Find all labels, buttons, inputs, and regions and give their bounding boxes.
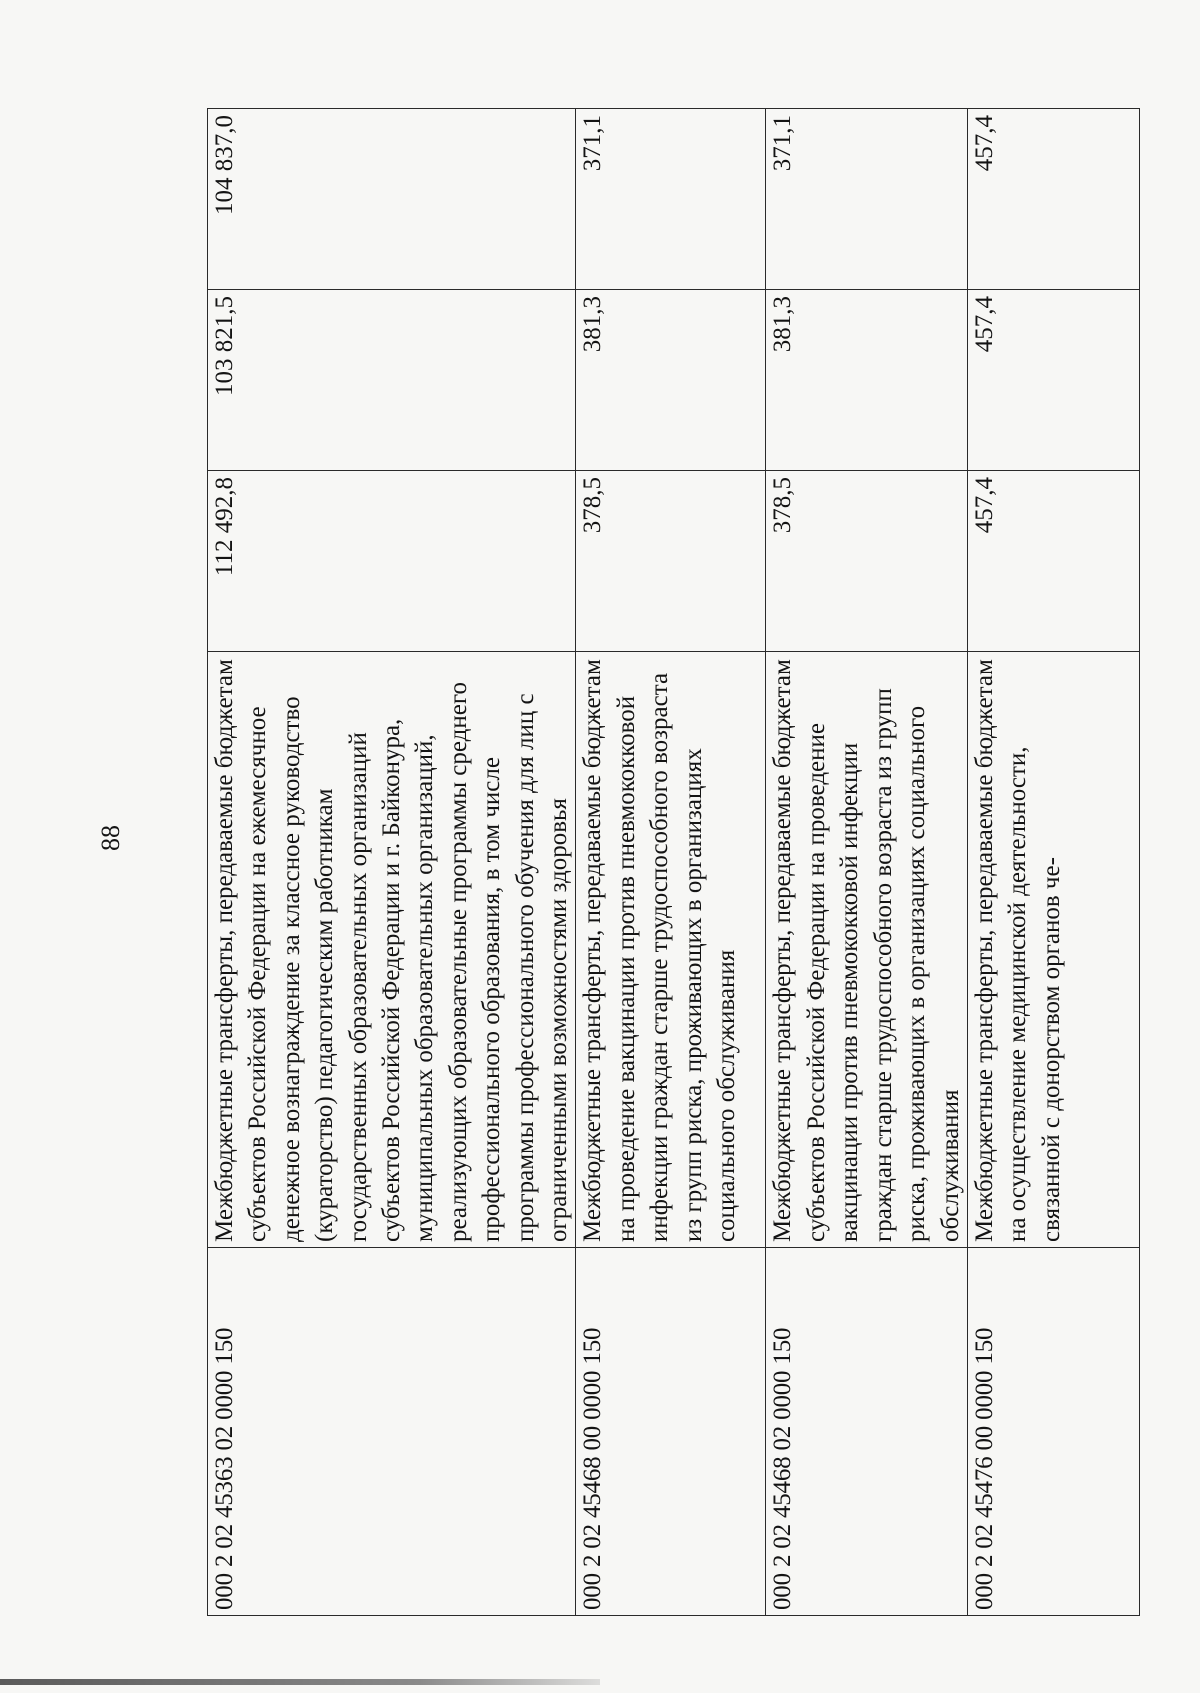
row-value-1: 378,5 [766, 471, 967, 652]
row-name: Межбюджетные трансферты, передаваемые бюджетам на проведение вакцинации против пневмококковой инфекции граждан старше трудоспособного возраста из групп риска, проживающих в организациях социального обслуживания [576, 652, 766, 1248]
row-value-3: 371,1 [766, 109, 967, 290]
row-value-2: 381,3 [766, 290, 967, 471]
table-row [766, 109, 967, 1616]
row-name: Межбюджетные трансферты, передаваемые бюджетам субъектов Российской Федерации на ежемесячное денежное вознаграждение за классное руководство (кураторство) педагогическим работникам государственных образовательных организаций субъектов Российской Федерации и г. Байконура, муниципальных образовательных организаций, реализующих образовательные программы среднего профессионального образования, в том числе программы профессионального обучения для лиц с ограниченными возможностями здоровья [208, 652, 576, 1248]
row-value-2: 103 821,5 [208, 290, 576, 471]
row-name: Межбюджетные трансферты, передаваемые бюджетам на осуществление медицинской деятельности, связанной с донорством органов че- [967, 652, 1139, 1248]
row-code: 000 2 02 45363 02 0000 150 [208, 1248, 576, 1616]
row-value-2: 457,4 [967, 290, 1139, 471]
budget-table-rotated [207, 109, 1119, 1616]
row-value-3: 457,4 [967, 109, 1139, 290]
page-number: 88 [96, 825, 125, 851]
table-row [967, 109, 1139, 1616]
row-value-1: 112 492,8 [208, 471, 576, 652]
budget-table [207, 108, 1140, 1616]
row-code: 000 2 02 45468 00 0000 150 [576, 1248, 766, 1616]
row-value-3: 104 837,0 [208, 109, 576, 290]
row-name: Межбюджетные трансферты, передаваемые бюджетам субъектов Российской Федерации на проведение вакцинации против пневмококковой инфекции граждан старше трудоспособного возраста из групп риска, проживающих в организациях социального обслуживания [766, 652, 967, 1248]
table-row [576, 109, 766, 1616]
row-value-2: 381,3 [576, 290, 766, 471]
row-value-1: 378,5 [576, 471, 766, 652]
row-value-3: 371,1 [576, 109, 766, 290]
row-value-1: 457,4 [967, 471, 1139, 652]
table-row [208, 109, 576, 1616]
row-code: 000 2 02 45476 00 0000 150 [967, 1248, 1139, 1616]
scan-edge-line [0, 1679, 600, 1685]
row-code: 000 2 02 45468 02 0000 150 [766, 1248, 967, 1616]
